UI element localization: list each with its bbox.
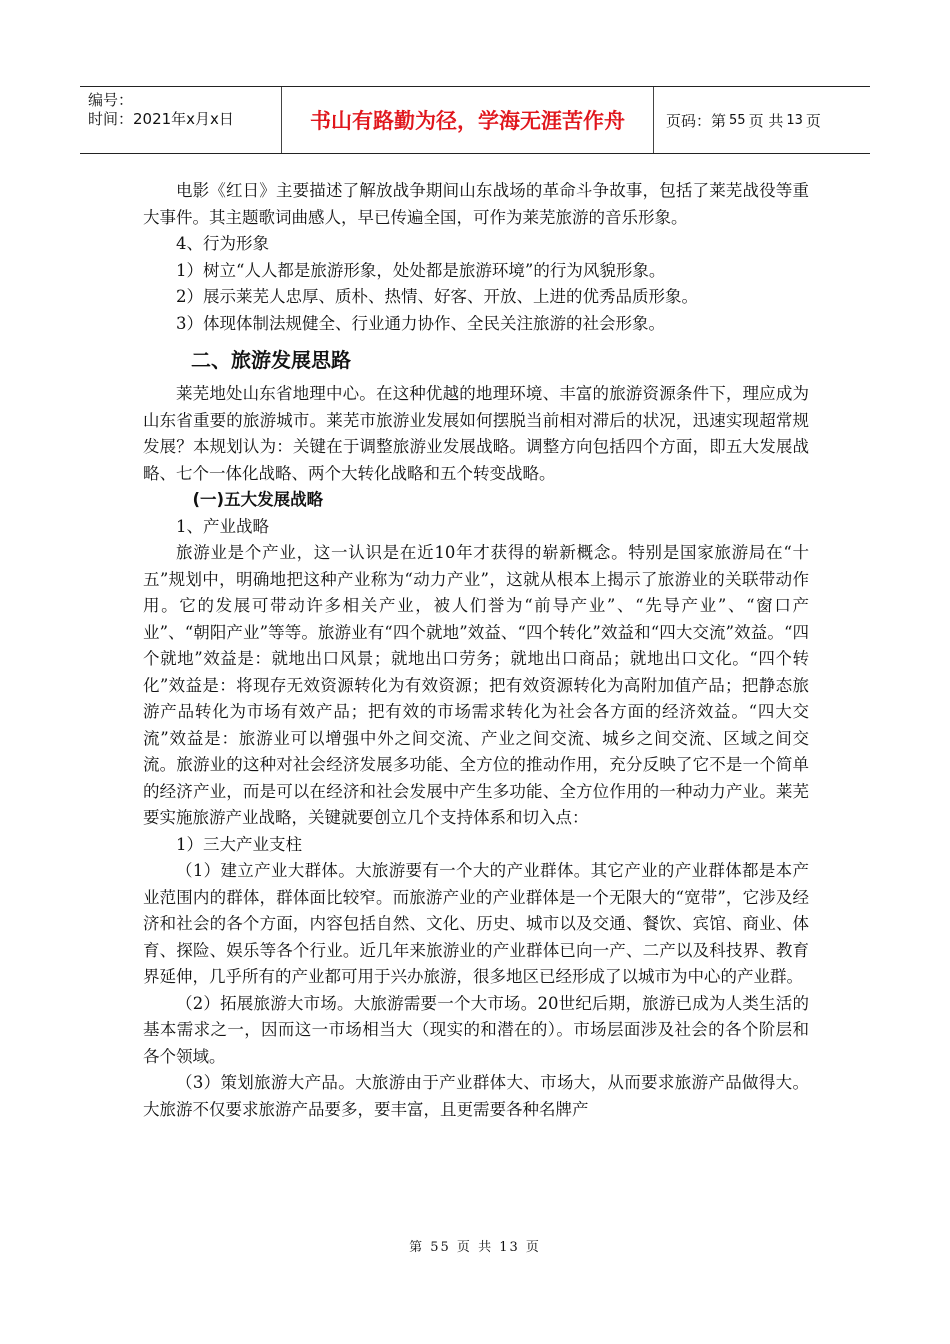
paragraph: （1）建立产业大群体。大旅游要有一个大的产业群体。其它产业的产业群体都是本产业范围内的群体，群体面比较窄。而旅游产业的产业群体是一个无限大的“宽带”，它涉及经济和社会的各个方面，内容包括自然、文化、历史、城市以及交通、餐饮、宾馆、商业、体育、探险、娱乐等各个行业。近几年来旅游业的产业群体已向一产、二产以及科技界、教育界延伸，几乎所有的产业都可用于兴办旅游，很多地区已经形成了以城市为中心的产业群。 xyxy=(143,861,809,986)
section-heading: 二、旅游发展思路 xyxy=(191,348,351,372)
paragraph: 3）体现体制法规健全、行业通力协作、全民关注旅游的社会形象。 xyxy=(176,313,665,333)
paragraph: 1）树立“人人都是旅游形象，处处都是旅游环境”的行为风貌形象。 xyxy=(176,260,666,280)
page-footer: 第 55 页 共 13 页 xyxy=(409,1240,541,1255)
paragraph: （3）策划旅游大产品。大旅游由于产业群体大、市场大，从而要求旅游产品做得大。大旅游不仅要求旅游产品要多，要丰富，且更需要各种名牌产 xyxy=(143,1073,809,1119)
paragraph: 1）三大产业支柱 xyxy=(176,834,302,854)
page-mid: 页 共 xyxy=(748,111,784,130)
document-time-label: 时间：2021年x月x日 xyxy=(88,110,234,128)
page-suffix: 页 xyxy=(805,111,821,130)
subsection-heading: (一)五大发展战略 xyxy=(192,490,324,509)
paragraph: 莱芜地处山东省地理中心。在这种优越的地理环境、丰富的旅游资源条件下，理应成为山东省重要的旅游城市。莱芜市旅游业发展如何摆脱当前相对滞后的状况，迅速实现超常规发展？本规划认为：关键在于调整旅游业发展战略。调整方向包括四个方面，即五大发展战略、七个一体化战略、两个大转化战略和五个转变战略。 xyxy=(143,384,809,483)
page-total: 13 xyxy=(786,112,803,128)
header-page-info xyxy=(654,87,870,153)
paragraph: 4、行为形象 xyxy=(176,234,269,253)
header-motto: 书山有路勤为径，学海无涯苦作舟 xyxy=(282,87,654,153)
page-prefix: 页码：第 xyxy=(666,111,727,130)
paragraph: 电影《红日》主要描述了解放战争期间山东战场的革命斗争故事，包括了莱芜战役等重大事件。其主题歌词曲感人，早已传遍全国，可作为莱芜旅游的音乐形象。 xyxy=(143,181,809,227)
paragraph: 旅游业是个产业，这一认识是在近10年才获得的崭新概念。特别是国家旅游局在“十五”规划中，明确地把这种产业称为“动力产业”，这就从根本上揭示了旅游业的关联带动作用。它的发展可带动许多相关产业，被人们誉为“前导产业”、“先导产业”、“窗口产业”、“朝阳产业”等等。旅游业有“四个就地”效益、“四个转化”效益和“四大交流”效益。“四个就地”效益是：就地出口风景；就地出口劳务；就地出口商品；就地出口文化。“四个转化”效益是：将现存无效资源转化为有效资源；把有效资源转化为高附加值产品；把静态旅游产品转化为市场有效产品；把有效的市场需求转化为社会各方面的经济效益。“四大交流”效益是：旅游业可以增强中外之间交流、产业之间交流、城乡之间交流、区域之间交流。旅游业的这种对社会经济发展多功能、全方位的推动作用，充分反映了它不是一个简单的经济产业，而是可以在经济和社会发展中产生多功能、全方位作用的一种动力产业。莱芜要实施旅游产业战略，关键就要创立几个支持体系和切入点： xyxy=(143,543,809,827)
paragraph: 2）展示莱芜人忠厚、质朴、热情、好客、开放、上进的优秀品质形象。 xyxy=(176,287,698,306)
paragraph: （2）拓展旅游大市场。大旅游需要一个大市场。20世纪后期，旅游已成为人类生活的基本需求之一，因而这一市场相当大（现实的和潜在的）。市场层面涉及社会的各个阶层和各个领域。 xyxy=(143,993,809,1066)
document-body xyxy=(143,178,809,1123)
header-meta-cell xyxy=(80,87,282,153)
paragraph: 1、产业战略 xyxy=(176,516,269,536)
page-current: 55 xyxy=(729,112,746,128)
page-header xyxy=(80,86,870,154)
document-number-label: 编号： xyxy=(88,91,134,109)
